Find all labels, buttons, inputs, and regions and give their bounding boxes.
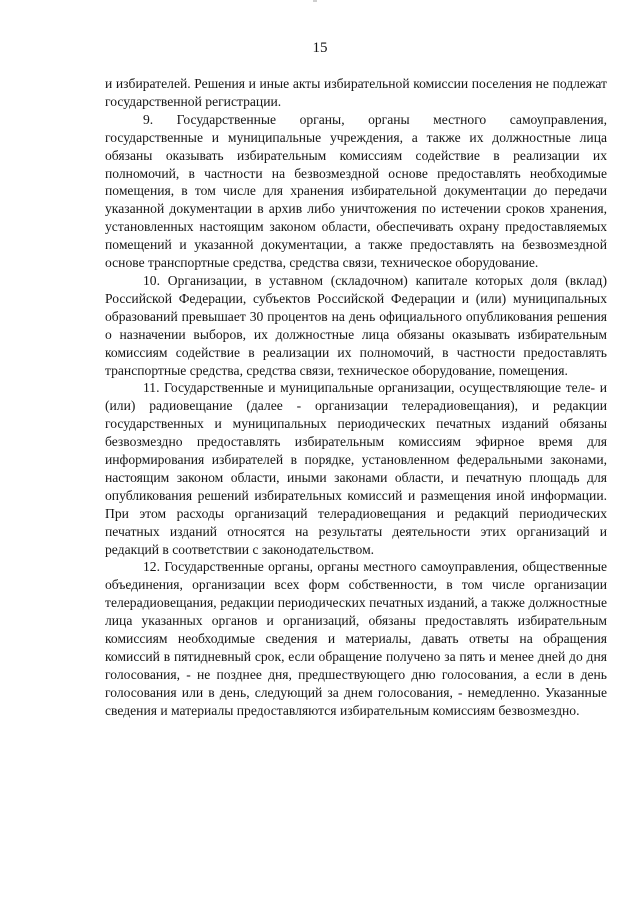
paragraph-item-11: 11. Государственные и муниципальные организации, осуществляющие теле- и (или) радиовещание (далее - организации телерадиовещания), и редакции государственных и муниципальных периодических печатных изданий обязаны безвозмездно предоставлять избирательным комиссиям эфирное время для информирования избирателей в порядке, установленном федеральными законами, настоящим законом области, иными законами области, и печатную площадь для опубликования решений избирательных комиссий и размещения иной информации. При этом расходы организаций телерадиовещания и редакций периодических печатных изданий относятся на результаты деятельности этих организаций и редакций в соответствии с законодательством. bbox=[105, 380, 607, 557]
paragraph-item-12: 12. Государственные органы, органы местного самоуправления, общественные объединения, организации всех форм собственности, в том числе организации телерадиовещания, редакции периодических печатных изданий, а также должностные лица указанных органов и организаций, обязаны предоставлять избирательным комиссиям необходимые сведения и материалы, давать ответы на обращения комиссий в пятидневный срок, если обращение получено за пять и менее дней до дня голосования, - не позднее дня, предшествующего дню голосования, а если в день голосования или в день, следующий за днем голосования, - немедленно. Указанные сведения и материалы предоставляются избирательным комиссиям безвозмездно. bbox=[105, 559, 607, 718]
paragraph-continuation: и избирателей. Решения и иные акты избирательной комиссии поселения не подлежат государственной регистрации. bbox=[105, 76, 607, 109]
scan-mark bbox=[313, 0, 317, 2]
paragraph-item-10: 10. Организации, в уставном (складочном) капитале которых доля (вклад) Российской Федерации, субъектов Российской Федерации и (или) муниципальных образований превышает 30 процентов на день официального опубликования решения о назначении выборов, их должностные лица обязаны оказывать избирательным комиссиям содействие в реализации их полномочий, в частности предоставлять транспортные средства, средства связи, техническое оборудование, помещения. bbox=[105, 272, 607, 378]
paragraph-item-9: 9. Государственные органы, органы местного самоуправления, государственные и муниципальные учреждения, а также их должностные лица обязаны оказывать избирательным комиссиям содействие в реализации их полномочий, в частности на безвозмездной основе предоставлять необходимые помещения, в том числе для хранения избирательной документации до передачи указанной документации в архив либо уничтожения по истечении сроков хранения, установленных настоящим законом области, обеспечивать охрану предоставляемых помещений и указанной документации, а также предоставлять на безвозмездной основе транспортные средства, средства связи, техническое оборудование. bbox=[105, 111, 607, 271]
page-number: 15 bbox=[312, 40, 328, 56]
document-body bbox=[105, 75, 607, 720]
